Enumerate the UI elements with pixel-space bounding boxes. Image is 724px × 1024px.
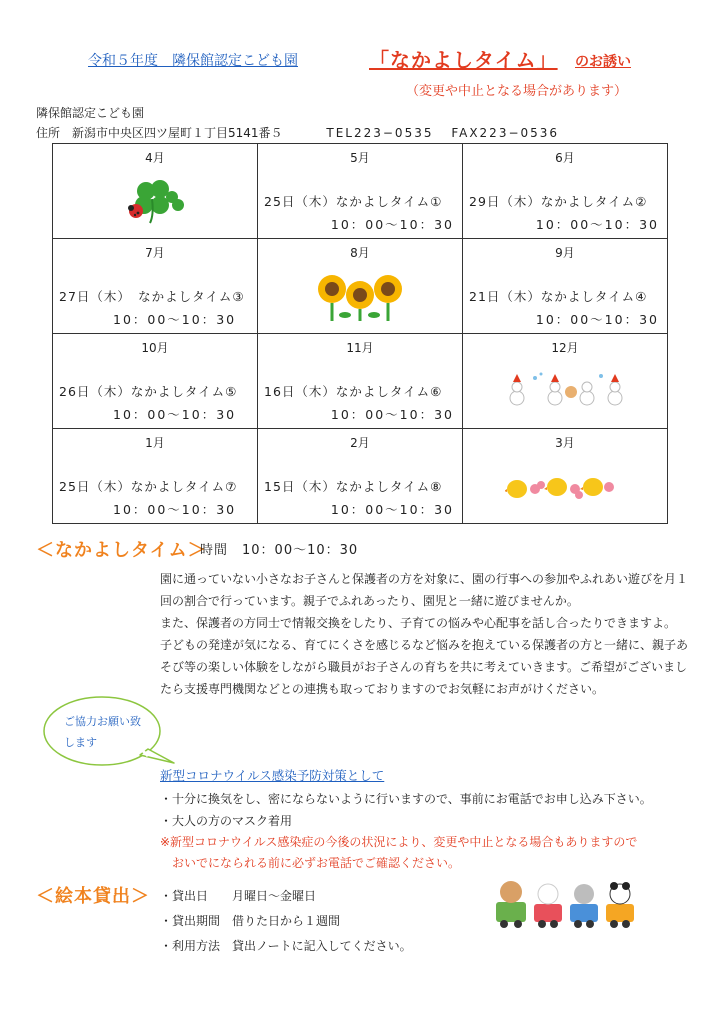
- clover-ladybug-icon: [53, 168, 257, 232]
- event-time: 10：00〜10：30: [330, 407, 454, 422]
- event-time: 10：00〜10：30: [330, 217, 454, 232]
- event-time: 10：00〜10：30: [113, 407, 237, 422]
- calendar-cell-september: [463, 239, 668, 334]
- lending-heading: ＜絵本貸出＞: [36, 886, 150, 907]
- school-name: 隣保館認定こども園: [36, 106, 145, 120]
- event-date: 25日（木）なかよしタイム⑦: [59, 479, 238, 494]
- lending-info: [160, 884, 412, 959]
- month-label: 11月: [346, 341, 374, 355]
- event-date: 21日（木）なかよしタイム④: [469, 289, 648, 304]
- bubble-text: ご協力お願い致します: [64, 715, 141, 749]
- calendar-cell-april: [53, 144, 258, 239]
- lending-row: [160, 909, 412, 934]
- nakayoshi-time: 時間 10：00〜10：30: [200, 543, 359, 558]
- paragraph: 園に通っていない小さなお子さんと保護者の方を対象に、園の行事への参加やふれあい遊びを月１回の割合で行っています。親子でふれあったり、園児と一緒に遊びませんか。: [160, 572, 689, 608]
- change-notice: （変更や中止となる場合があります）: [406, 84, 628, 99]
- calendar-cell-may: [258, 144, 463, 239]
- lending-row: [160, 934, 412, 959]
- list-item: ・大人の方のマスク着用: [160, 814, 293, 828]
- nakayoshi-description: [160, 568, 696, 700]
- covid-note: [160, 832, 637, 874]
- event-date: 29日（木）なかよしタイム②: [469, 194, 648, 209]
- snowmen-icon: [463, 358, 667, 422]
- month-label: 4月: [145, 151, 165, 165]
- covid-heading: 新型コロナウイルス感染予防対策として: [160, 768, 385, 783]
- lending-key: ・貸出期間: [160, 914, 221, 928]
- event-date: 16日（木）なかよしタイム⑥: [264, 384, 443, 399]
- event-time: 10：00〜10：30: [113, 502, 237, 517]
- month-label: 3月: [555, 436, 575, 450]
- list-item: ・十分に換気をし、密にならないように行いますので、事前にお電話でお申し込み下さい。: [160, 792, 652, 806]
- nakayoshi-heading: ＜なかよしタイム＞: [36, 540, 207, 561]
- lending-value: 借りた日から１週間: [232, 914, 341, 928]
- calendar-cell-july: [53, 239, 258, 334]
- sunflowers-icon: [258, 263, 462, 327]
- calendar-cell-february: [258, 429, 463, 524]
- calendar-cell-december: [463, 334, 668, 429]
- title-main: 「なかよしタイム」: [369, 48, 558, 72]
- month-label: 2月: [350, 436, 370, 450]
- lending-value: 月曜日〜金曜日: [232, 889, 317, 903]
- event-date: 26日（木）なかよしタイム⑤: [59, 384, 238, 399]
- month-label: 12月: [551, 341, 579, 355]
- fax: FAX223−0536: [451, 126, 560, 140]
- event-date: 15日（木）なかよしタイム⑧: [264, 479, 443, 494]
- event-time: 10：00〜10：30: [535, 217, 659, 232]
- event-date: 25日（木）なかよしタイム①: [264, 194, 443, 209]
- month-label: 10月: [141, 341, 169, 355]
- note-line: ※新型コロナウイルス感染症の今後の状況により、変更や中止となる場合もありますので: [160, 835, 638, 849]
- month-label: 6月: [555, 151, 575, 165]
- calendar-cell-june: [463, 144, 668, 239]
- note-line: おいでになられる前に必ずお電話でご確認ください。: [172, 856, 461, 870]
- lending-key: ・利用方法: [160, 939, 221, 953]
- schedule-calendar: [52, 143, 668, 524]
- address-line: [36, 124, 559, 141]
- lending-value: 貸出ノートに記入してください。: [232, 939, 412, 953]
- title-suffix: のお誘い: [575, 54, 631, 70]
- chicks-flowers-icon: [463, 453, 667, 517]
- calendar-cell-march: [463, 429, 668, 524]
- month-label: 1月: [145, 436, 165, 450]
- month-label: 9月: [555, 246, 575, 260]
- calendar-cell-november: [258, 334, 463, 429]
- month-label: 5月: [350, 151, 370, 165]
- tel: TEL223−0535: [326, 126, 434, 140]
- address: 住所 新潟市中央区四ツ屋町１丁目5141番５: [36, 126, 283, 140]
- month-label: 8月: [350, 246, 370, 260]
- month-label: 7月: [145, 246, 165, 260]
- calendar-cell-january: [53, 429, 258, 524]
- paragraph: 子どもの発達が気になる、育てにくさを感じるなど悩みを抱えている保護者の方と一緒に、親子あそび等の楽しい体験をしながら職員がお子さんの育ちを共に考えていきます。ご希望がございましたら支援専門機関などとの連携も取っておりますのでお気軽にお声がけください。: [160, 638, 689, 696]
- calendar-cell-october: [53, 334, 258, 429]
- event-time: 10：00〜10：30: [330, 502, 454, 517]
- title-prefix: 令和５年度 隣保館認定こども園: [88, 53, 298, 69]
- event-time: 10：00〜10：30: [113, 312, 237, 327]
- lending-row: [160, 884, 412, 909]
- event-time: 10：00〜10：30: [535, 312, 659, 327]
- animal-train-icon: [492, 876, 642, 932]
- calendar-cell-august: [258, 239, 463, 334]
- paragraph: また、保護者の方同士で情報交換をしたり、子育ての悩みや心配事を話し合ったりできますよ。: [160, 616, 677, 630]
- lending-key: ・貸出日: [160, 889, 209, 903]
- covid-measures: [160, 788, 652, 832]
- event-date: 27日（木） なかよしタイム③: [59, 289, 245, 304]
